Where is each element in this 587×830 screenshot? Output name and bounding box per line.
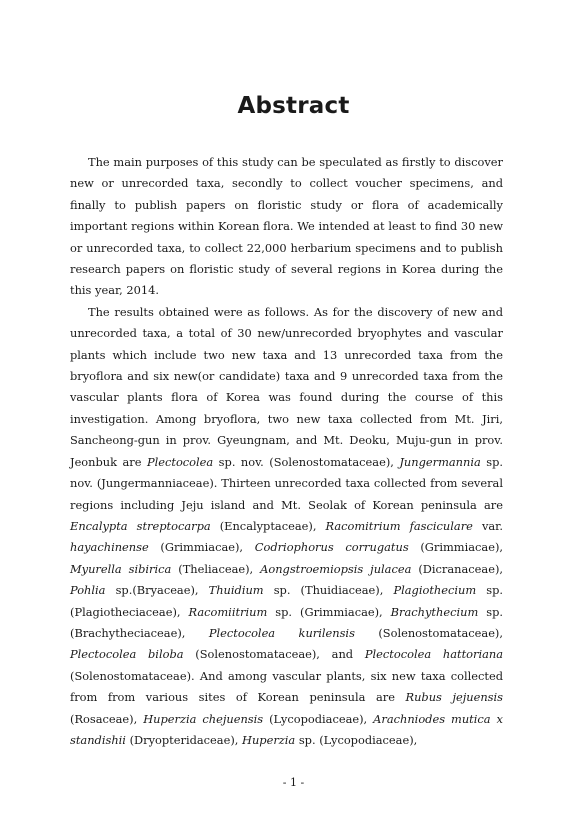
text-run: (Solenostomataceae). And among vascular plants, six new taxa collected from from various sites of Korean peninsula are — [70, 668, 503, 705]
taxon-name: Racomitrium fasciculare — [325, 518, 473, 533]
paragraph-results — [70, 302, 503, 752]
taxon-name: Racomiitrium — [188, 604, 268, 619]
text-run: sp. (Thuidiaceae), — [263, 583, 394, 598]
taxon-name: Plectocolea — [146, 454, 214, 469]
taxon-name: Rubus jejuensis — [405, 690, 503, 705]
text-run: (Encalyptaceae), — [210, 518, 326, 533]
taxon-name: Plectocolea kurilensis — [208, 625, 355, 640]
text-run: var. — [472, 518, 503, 533]
taxon-name: hayachinense — [70, 540, 149, 555]
taxon-name: Plectocolea hattoriana — [364, 647, 504, 662]
taxon-name: Pohlia — [70, 583, 106, 598]
text-run: (Solenostomataceae), — [354, 625, 503, 640]
taxon-name: Plagiothecium — [393, 583, 477, 598]
taxon-name: Myurella sibirica — [70, 561, 172, 576]
text-run: (Solenostomataceae), and — [183, 647, 365, 662]
page-title: Abstract — [237, 93, 350, 119]
text-run: (Dicranaceae), — [411, 561, 504, 576]
text-run: sp. nov. (Jungermanniaceae). Thirteen unrecorded taxa collected from several regions including Jeju island and Mt. Seolak of Korean peninsula are — [70, 454, 503, 512]
text-run: (Theliaceae), — [171, 561, 261, 576]
text-run: sp. (Grimmiacae), — [267, 604, 391, 619]
taxon-name: Huperzia chejuensis — [143, 711, 264, 726]
text-run: sp. (Plagiotheciaceae), — [70, 583, 504, 619]
page-number: - 1 - — [282, 776, 305, 789]
text-run: sp. nov. (Solenostomataceae), — [213, 454, 400, 469]
abstract-body — [70, 152, 503, 751]
text-run: sp. (Lycopodiaceae), — [295, 732, 418, 747]
text-run: (Grimmiacae), — [408, 540, 504, 555]
text-run: The main purposes of this study can be speculated as firstly to discover new or unrecorded taxa, secondly to collect voucher specimens, and finally to publish papers on floristic study or flora of academically important regions within Korean flora. We intended at least to find 30 new or unrecorded taxa, to collect 22,000 herbarium specimens and to publish research papers on floristic study of several regions in Korea during the this year, 2014. — [70, 155, 503, 298]
text-run: (Dryopteridaceae), — [125, 732, 243, 747]
text-run: (Grimmiacae), — [148, 540, 255, 555]
taxon-name: Brachythecium — [390, 604, 479, 619]
taxon-name: Plectocolea biloba — [70, 647, 184, 662]
paragraph-purpose — [70, 152, 503, 302]
taxon-name: Aongstroemiopsis julacea — [260, 561, 412, 576]
taxon-name: Jungermannia — [399, 454, 481, 469]
text-run: sp.(Bryaceae), — [105, 583, 209, 598]
text-run: (Lycopodiaceae), — [263, 711, 374, 726]
taxon-name: Thuidium — [208, 583, 264, 598]
text-run: The results obtained were as follows. As for the discovery of new and unrecorded taxa, a total of 30 new/unrecorded bryophytes and vascular plants which include two new taxa and 13 unrecorded taxa from the bryoflora and six new(or candidate) taxa and 9 unrecorded taxa from the vascular plants flora of Korea was found during the course of this investigation. Among bryoflora, two new taxa collected from Mt. Jiri, Sancheong-gun in prov. Gyeungnam, and Mt. Deoku, Muju-gun in prov. Jeonbuk are — [70, 304, 503, 469]
text-run: sp. (Brachytheciaceae), — [70, 604, 504, 640]
taxon-name: Encalypta streptocarpa — [70, 518, 211, 533]
text-run: (Rosaceae), — [70, 711, 144, 726]
taxon-name: Codriophorus corrugatus — [254, 540, 409, 555]
taxon-name: Huperzia — [242, 732, 296, 747]
taxon-name: Arachniodes mutica x standishii — [70, 711, 503, 747]
